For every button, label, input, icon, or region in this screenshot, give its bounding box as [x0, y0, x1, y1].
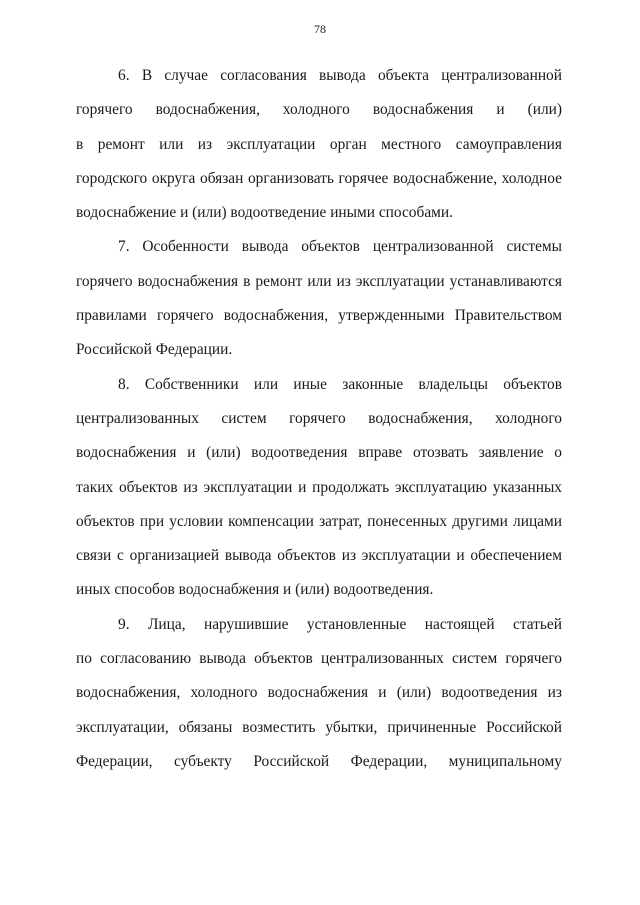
text-line: Российской Федерации. — [76, 341, 233, 359]
text-line: централизованных систем горячего водоснабжения, холодного — [76, 409, 562, 427]
text-line: водоснабжения и (или) водоотведения вправе отозвать заявление о — [76, 444, 562, 462]
text-line: водоснабжения, холодного водоснабжения и (или) водоотведения из — [76, 684, 562, 702]
text-line: эксплуатации, обязаны возместить убытки, причиненные Российской — [76, 718, 562, 736]
text-line: 7. Особенности вывода объектов централизованной системы — [118, 238, 562, 256]
paragraph-9 — [76, 608, 562, 779]
text-line: горячего водоснабжения в ремонт или из эксплуатации устанавливаются — [76, 272, 562, 290]
text-line: объектов при условии компенсации затрат, понесенных другими лицами — [76, 512, 562, 530]
text-line: 6. В случае согласования вывода объекта централизованной — [118, 67, 562, 84]
text-line: 9. Лица, нарушившие установленные настоящей статьей — [118, 615, 562, 633]
paragraph-6 — [76, 59, 562, 230]
text-line: горячего водоснабжения, холодного водоснабжения и (или) — [76, 101, 562, 119]
text-line: 8. Собственники или иные законные владельцы объектов — [118, 375, 562, 393]
text-line: водоснабжение и (или) водоотведение иными способами. — [76, 204, 453, 222]
text-line: правилами горячего водоснабжения, утвержденными Правительством — [76, 307, 562, 325]
text-line: связи с организацией вывода объектов из эксплуатации и обеспечением — [76, 547, 562, 565]
text-line: таких объектов из эксплуатации и продолжать эксплуатацию указанных — [76, 478, 562, 496]
paragraph-8 — [76, 368, 562, 608]
text-line: иных способов водоснабжения и (или) водоотведения. — [76, 581, 434, 599]
text-line: в ремонт или из эксплуатации орган местного самоуправления — [76, 135, 562, 153]
paragraph-7 — [76, 230, 562, 367]
text-line: Федерации, субъекту Российской Федерации, муниципальному — [76, 752, 562, 770]
page-number: 78 — [314, 22, 326, 36]
text-line: по согласованию вывода объектов централизованных систем горячего — [76, 650, 562, 668]
document-body — [76, 59, 562, 779]
text-line: городского округа обязан организовать горячее водоснабжение, холодное — [76, 169, 562, 187]
